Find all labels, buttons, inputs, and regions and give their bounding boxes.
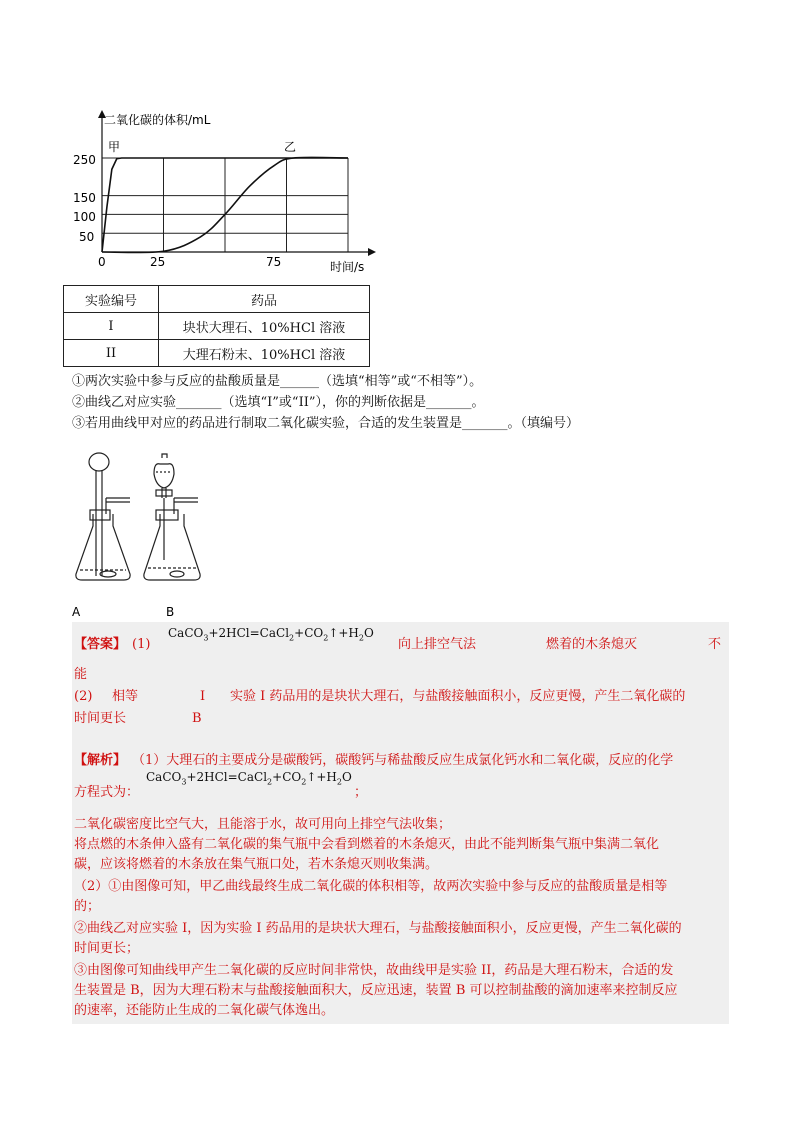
table-cell: 块状大理石、10%HCl 溶液 — [159, 313, 370, 340]
table-header-drug: 药品 — [159, 286, 370, 313]
table-row — [64, 340, 370, 367]
analysis-p6b: 生装置是 B，因为大理石粉末与盐酸接触面积大，反应迅速，装置 B 可以控制盐酸的滴加速率来控制反应 — [74, 983, 678, 998]
analysis-formula: $CaCO_3+2HCl=CaCl_2+CO_2↑+H_2O$ — [146, 770, 352, 787]
answer-n2: (2) — [74, 689, 93, 704]
analysis-semicolon: ； — [354, 785, 368, 800]
y-tick-150: 150 — [73, 191, 96, 205]
chart-grid — [102, 158, 348, 252]
question-1: ①两次实验中参与反应的盐酸质量是______（选填“相等”或“不相等”）。 — [72, 374, 483, 389]
analysis-tag: 【解析】 — [74, 753, 127, 768]
table-cell: I — [64, 313, 159, 340]
x-axis-arrow — [368, 248, 376, 256]
question-2: ②曲线乙对应实验_______（选填“I”或“II”），你的判断依据是_______。 — [72, 395, 485, 410]
experiment-table — [63, 285, 370, 367]
analysis-p5: ②曲线乙对应实验 I，因为实验 I 药品用的是块状大理石，与盐酸接触面积小，反应更慢，产生二氧化碳的 — [74, 921, 682, 936]
table-header-id: 实验编号 — [64, 286, 159, 313]
apparatus-label-a: A — [72, 605, 81, 619]
answer-exp: I — [200, 689, 206, 704]
answer-reason2: 时间更长 — [74, 711, 127, 726]
answer-no1: 不 — [708, 637, 722, 652]
answer-reason: 实验 I 药品用的是块状大理石，与盐酸接触面积小，反应更慢，产生二氧化碳的 — [230, 689, 686, 704]
table-cell: 大理石粉末、10%HCl 溶液 — [159, 340, 370, 367]
analysis-p6c: 的速率，还能防止生成的二氧化碳气体逸出。 — [74, 1003, 335, 1018]
analysis-p4: （2）①由图像可知，甲乙曲线最终生成二氧化碳的体积相等，故两次实验中参与反应的盐酸质量是相等 — [74, 879, 668, 894]
table-cell: II — [64, 340, 159, 367]
analysis-p1: （1）大理石的主要成分是碳酸钙，碳酸钙与稀盐酸反应生成氯化钙水和二氧化碳，反应的化学 — [132, 753, 674, 768]
x-tick-75: 75 — [266, 255, 282, 269]
question-3: ③若用曲线甲对应的药品进行制取二氧化碳实验，合适的发生装置是_______。（填编号） — [72, 416, 580, 431]
answer-equal: 相等 — [112, 689, 139, 704]
answer-method: 向上排空气法 — [398, 637, 477, 652]
analysis-p3b: 碳，应该将燃着的木条放在集气瓶口处，若木条熄灭则收集满。 — [74, 857, 439, 872]
analysis-p2: 二氧化碳密度比空气大，且能溶于水，故可用向上排空气法收集； — [74, 817, 452, 832]
analysis-p4b: 的； — [74, 899, 101, 914]
x-tick-25: 25 — [150, 255, 166, 269]
y-tick-250: 250 — [73, 153, 96, 167]
table-row — [64, 313, 370, 340]
x-axis-label: 时间/s — [330, 260, 365, 274]
y-tick-100: 100 — [73, 210, 96, 224]
chart-axes — [98, 110, 376, 256]
apparatus-a-funnel — [89, 453, 109, 471]
curve-b-label: 乙 — [284, 140, 297, 154]
answer-n1: (1) — [132, 637, 151, 652]
answer-no2: 能 — [74, 667, 88, 682]
apparatus-b-flask — [144, 514, 200, 580]
analysis-p1b: 方程式为： — [74, 785, 140, 800]
x-tick-0: 0 — [98, 255, 106, 269]
apparatus-b-funnel — [154, 464, 174, 488]
y-axis-label: 二氧化碳的体积/mL — [104, 113, 211, 127]
analysis-p6: ③由图像可知曲线甲产生二氧化碳的反应时间非常快，故曲线甲是实验 II，药品是大理石粉末，合适的发 — [74, 963, 674, 978]
answer-section — [72, 622, 729, 1024]
answer-formula: $CaCO_3+2HCl=CaCl_2+CO_2↑+H_2O$ — [168, 626, 374, 643]
answer-device: B — [192, 711, 202, 726]
analysis-p3: 将点燃的木条伸入盛有二氧化碳的集气瓶中会看到燃着的木条熄灭，由此不能判断集气瓶中集满二氧化 — [74, 837, 660, 852]
analysis-p5b: 时间更长； — [74, 941, 140, 956]
co2-volume-chart — [68, 104, 378, 276]
curve-a-label: 甲 — [108, 140, 121, 154]
y-tick-50: 50 — [79, 230, 95, 244]
apparatus-label-b: B — [166, 605, 175, 619]
answer-observe: 燃着的木条熄灭 — [546, 637, 638, 652]
answer-tag: 【答案】 — [74, 637, 127, 652]
apparatus-figure — [70, 450, 220, 622]
